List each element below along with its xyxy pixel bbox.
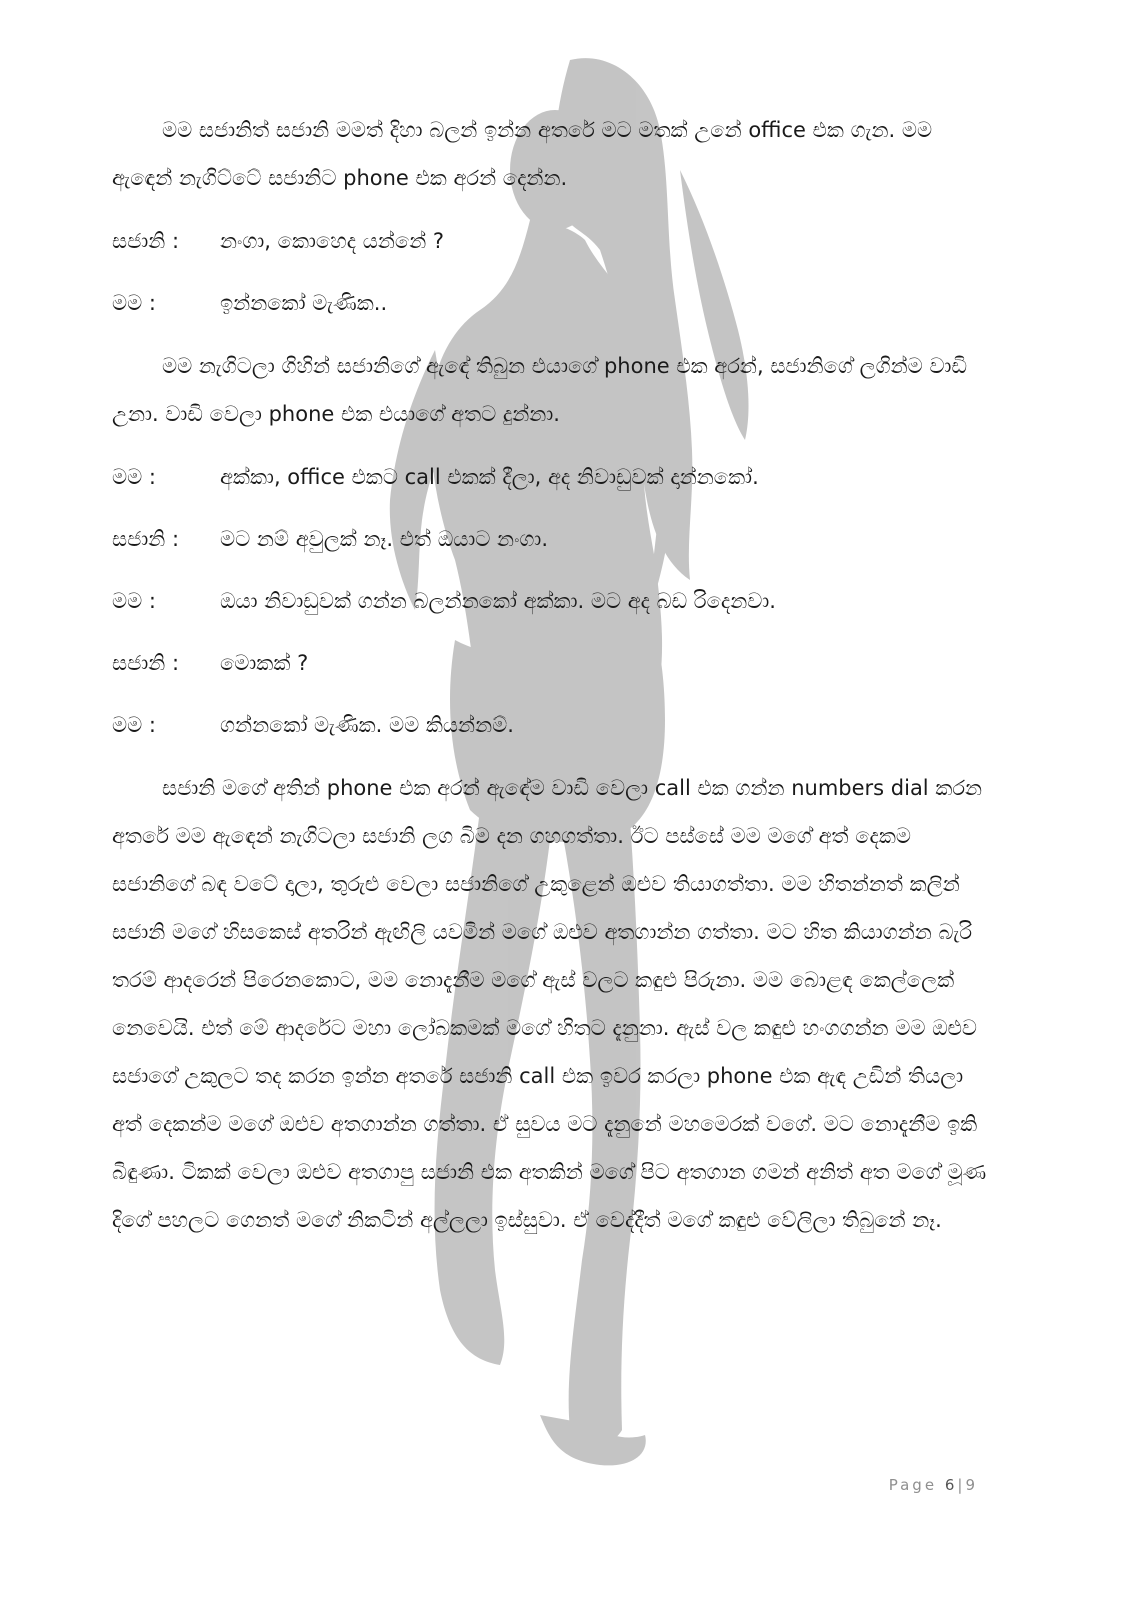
speaker-name: මම : bbox=[112, 588, 156, 613]
dialogue-text: මොකක් ? bbox=[220, 650, 309, 675]
dialogue-line bbox=[112, 210, 992, 272]
speaker-name: සජානි : bbox=[112, 650, 180, 675]
speaker-name: මම : bbox=[112, 464, 156, 489]
paragraph: මම සජානිත් සජානි මමත් දිහා බලන් ඉන්න අතරේ මට මතක් උනේ office එක ගැන. මම ඇඳෙන් නැගිට්ටේ සජානිට phone එක අරන් දෙන්න. bbox=[112, 118, 933, 190]
dialogue-line bbox=[112, 632, 992, 694]
dialogue-text: අක්කා, office එකට call එකක් දීලා, අද නිවාඩුවක් දාන්නකෝ. bbox=[220, 464, 759, 489]
page-content bbox=[112, 106, 992, 1244]
speaker-name: සජානි : bbox=[112, 228, 180, 253]
speaker-name: සජානි : bbox=[112, 526, 180, 551]
dialogue-text: ඔයා නිවාඩුවක් ගන්න බලන්නකෝ අක්කා. මට අද බඩ රිදෙනවා. bbox=[220, 588, 776, 613]
speaker-name: මම : bbox=[112, 712, 156, 737]
page-label: Page bbox=[888, 1476, 938, 1494]
page-separator: | bbox=[957, 1476, 966, 1494]
dialogue-line bbox=[112, 508, 992, 570]
dialogue-text: ඉන්නකෝ මැණික.. bbox=[220, 290, 388, 315]
paragraph: මම නැගිටලා ගිහින් සජානිගේ ඇඳේ තිබුන එයාගේ phone එක අරන්, සජානිගේ ලගින්ම වාඩි උනා. වාඩි වෙලා phone එක එයාගේ අතට දුන්නා. bbox=[112, 354, 968, 426]
paragraph: සජානි මගේ අතින් phone එක අරන් ඇඳේම වාඩි වෙලා call එක ගන්න numbers dial කරන අතරේ මම ඇඳෙන් නැගිටලා සජානි ලග බිම දන ගහගත්තා. ඊට පස්සේ මම මගේ අත් දෙකම සජානිගේ බඳ වටේ දාලා, තුරුළු වෙලා සජානිගේ උකුළෙන් ඔළුව තියාගත්තා. මම හිතන්නත් කලින් සජානි මගේ හිසකෙස් අතරින් ඇඟිලි යවමින් මගේ ඔළුව අතගාන්න ගත්තා. මට හිත කියාගන්න බැරි තරම් ආදරෙන් පිරෙනකොට, මම නොදැනීම මගේ ඇස් වලට කඳුළු පිරුනා. මම බොළඳ කෙල්ලෙක් නෙවෙයි. එත් මේ ආදරේට මහා ලෝබකමක් මගේ හිතට දැනුනා. ඇස් වල කඳුළු හංගගන්න මම ඔළුව සජාගේ උකුලට තද කරන ඉන්න අතරේ සජානි call එක ඉවර කරලා phone එක ඇඳ උඩින් තියලා අත් දෙකන්ම මගේ ඔළුව අතගාන්න ගත්තා. ඒ සුවය මට දැනුනේ මහමෙරක් වගේ. මට නොදැනීම ඉකි බිඳුණා. ටිකක් වෙලා ඔළුව අතගාපු සජානි එක අතකින් මගේ පිට අතගාන ගමන් අනිත් අත මගේ මූණ දිගේ පහලට ගෙනත් මගේ නිකටින් අල්ලලා ඉස්සුවා. ඒ වෙද්දීත් මගේ කඳුළු වේලිලා තිබුනේ නෑ. bbox=[112, 776, 987, 1232]
speaker-name: මම : bbox=[112, 290, 156, 315]
dialogue-text: මට නම් අවුලක් නෑ. එත් ඔයාට නංගා. bbox=[220, 526, 549, 551]
dialogue-text: ගන්නකෝ මැණික. මම කියන්නම්. bbox=[220, 712, 514, 737]
dialogue-text: නංගා, කොහෙද යන්නේ ? bbox=[220, 228, 445, 253]
dialogue-line bbox=[112, 694, 992, 756]
dialogue-line bbox=[112, 272, 992, 334]
page-total: 9 bbox=[965, 1476, 978, 1494]
page-number: 6 bbox=[944, 1476, 958, 1494]
dialogue-line bbox=[112, 446, 992, 508]
page-footer bbox=[889, 1476, 978, 1494]
dialogue-line bbox=[112, 570, 992, 632]
